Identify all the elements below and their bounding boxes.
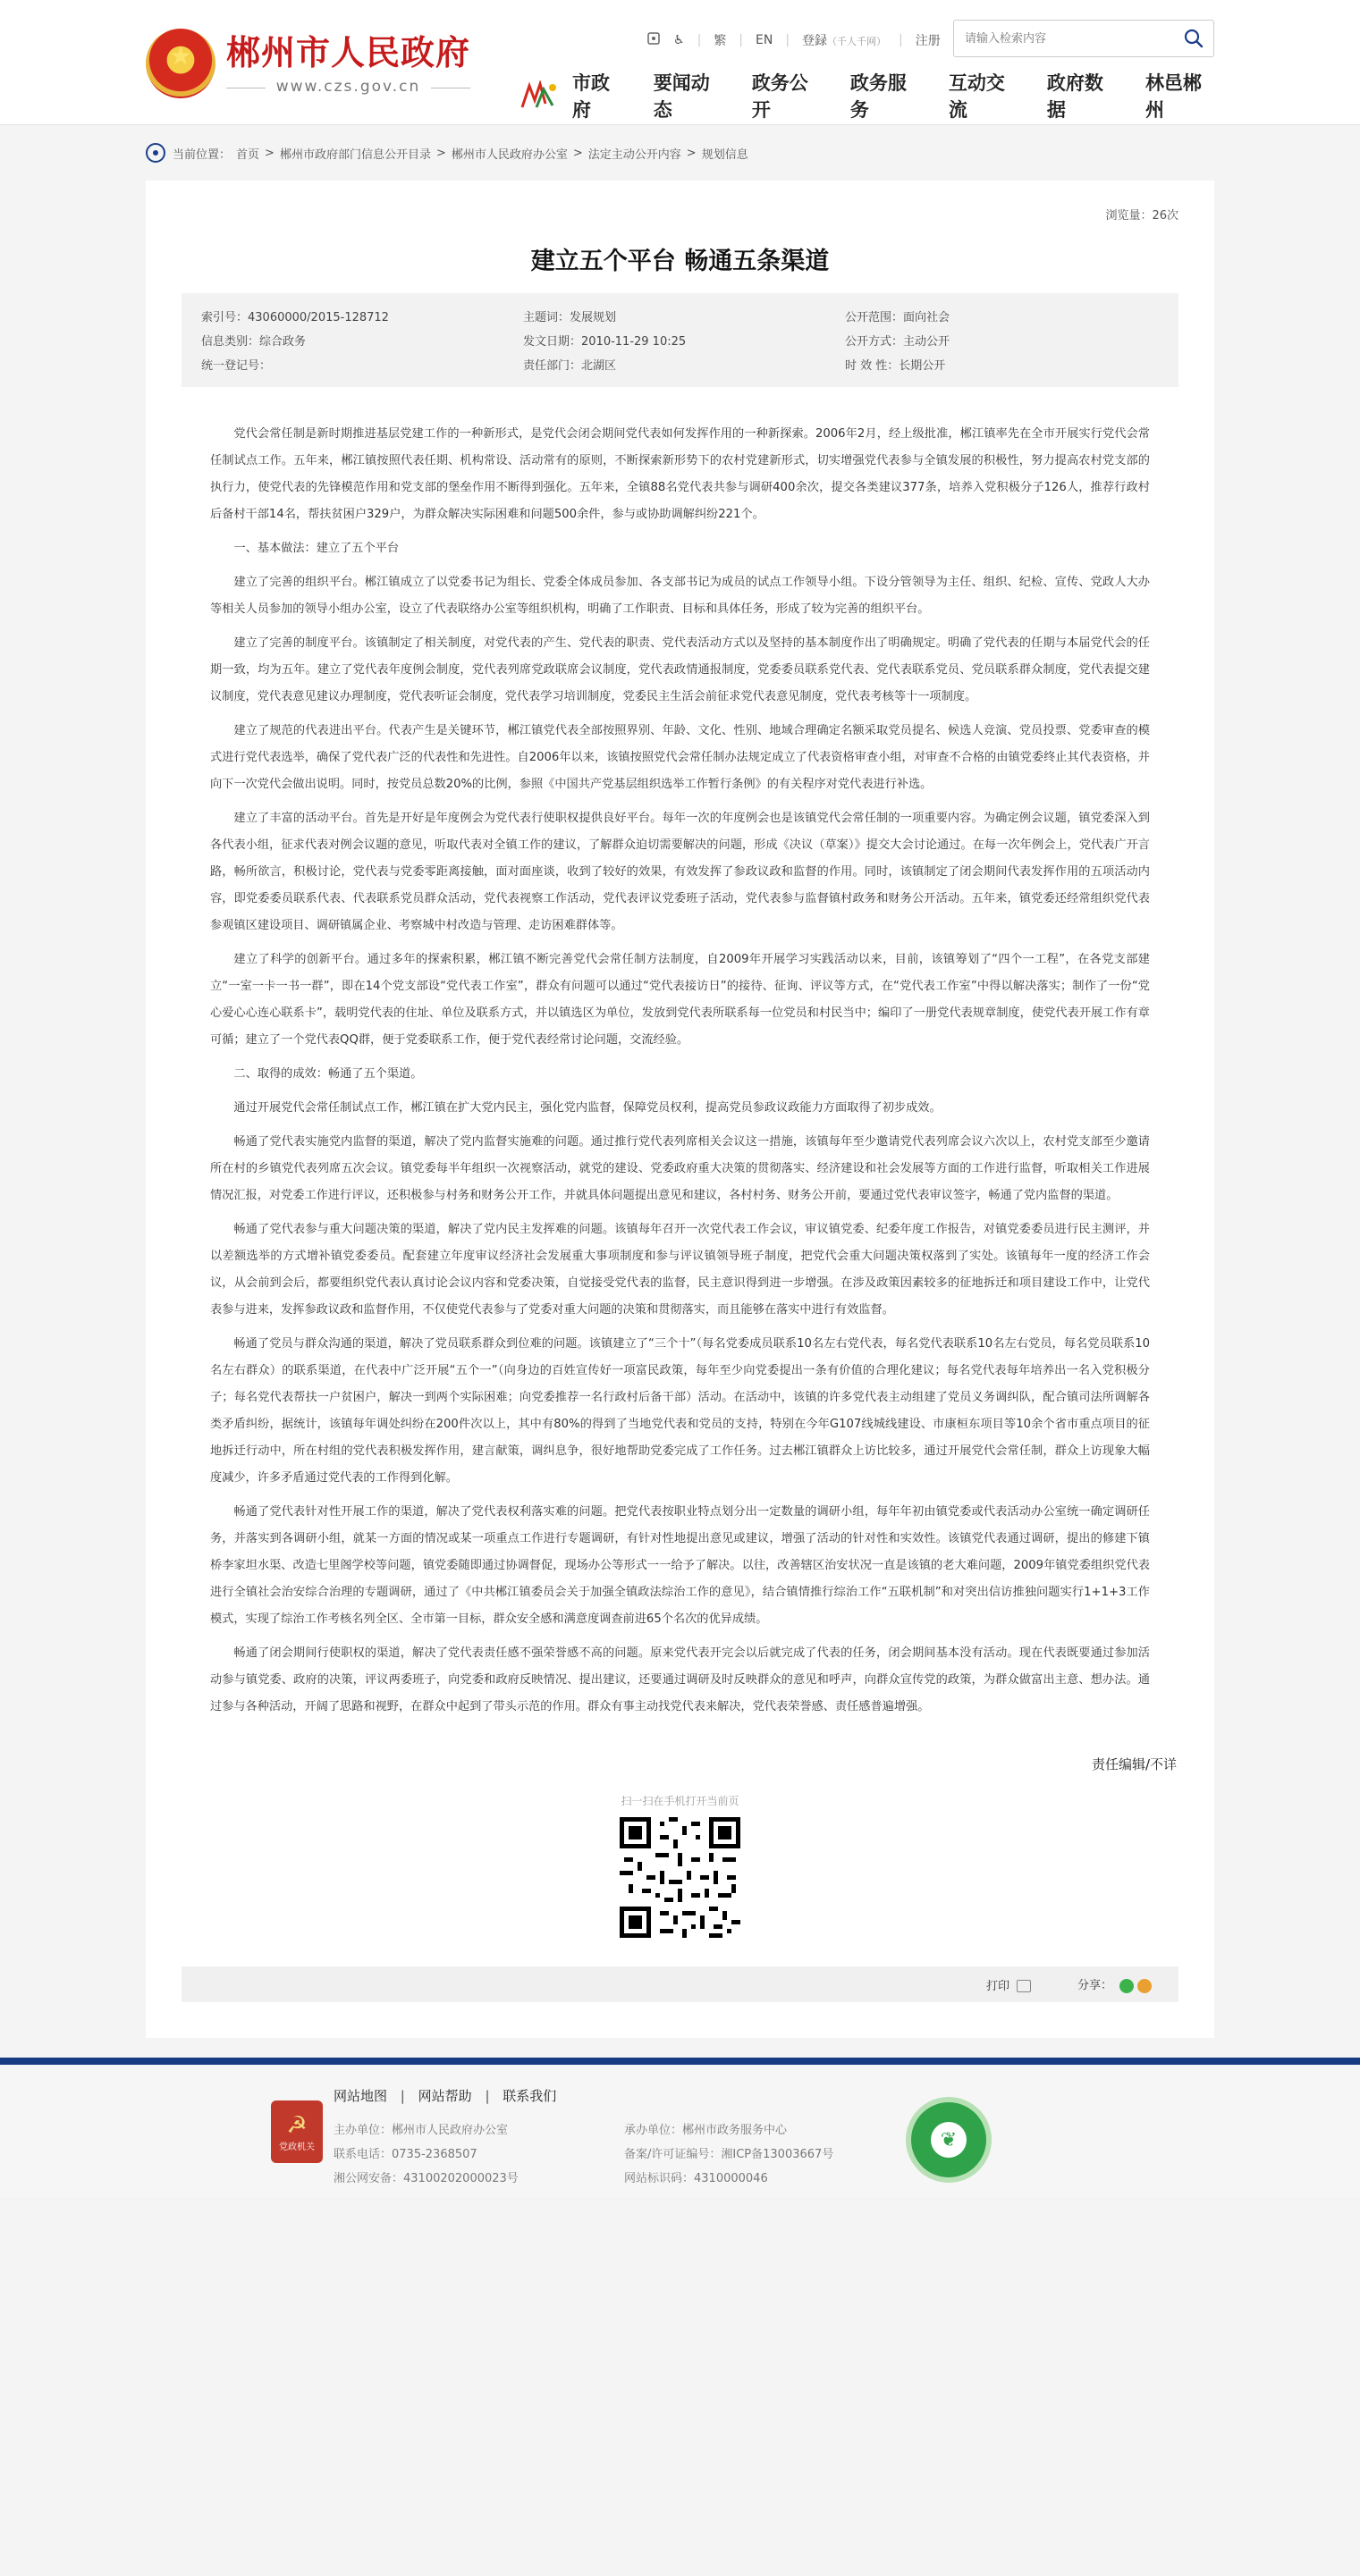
qr-section — [182, 1793, 1178, 1941]
breadcrumb-item[interactable]: 规划信息 — [701, 147, 748, 162]
divider: | — [899, 33, 903, 47]
weibo-icon[interactable] — [1137, 1979, 1152, 1993]
article-meta — [182, 293, 1178, 387]
breadcrumb-item[interactable]: 法定主动公开内容 — [587, 147, 681, 162]
paragraph: 畅通了党代表参与重大问题决策的渠道，解决了党内民主发挥难的问题。该镇每年召开一次党代表工作会议，审议镇党委、纪委年度工作报告，对镇党委委员进行民主测评，并以差额选举的方式增补镇党委委员。配套建立年度审议经济社会发展重大事项制度和参与评议镇领导班子制度，把党代会重大问题决策权落到了实处。该镇每年一度的经济工作会议，从会前到会后，都要组织党代表认真讨论会议内容和党委决策，自觉接受党代表的监督，民主意识得到进一步增强。在涉及政策因素较多的征地拆迁和项目建设工作中，让党代表参与进来，发挥参政议政和监督作用，不仅使党代表参与了党委对重大问题的决策和贯彻落实，而且能够在落实中进行有效监督。 — [210, 1223, 1150, 1317]
meta-date: 发文日期：2010-11-29 10:25 — [523, 335, 687, 349]
breadcrumb-separator: > — [686, 146, 697, 160]
paragraph: 畅通了党员与群众沟通的渠道，解决了党员联系群众到位难的问题。该镇建立了“三个十”（每名党委成员联系10名左右党代表，每名党代表联系10名左右党员，每名党员联系10名左右群众）的联系渠道，在代表中广泛开展“五个一”（向身边的百姓宣传好一项富民政策，每年至少向党委提出一条有价值的合理化建议；每名党代表每年培养出一名入党积极分子；每名党代表帮扶一户贫困户，解决一到两个实际困难；向党委推荐一名行政村后备干部）活动。在活动中，该镇的许多党代表主动组建了党员义务调纠队，配合镇司法所调解各类矛盾纠纷，据统计，该镇每年调处纠纷在200件次以上，其中有80%的得到了当地党代表和党员的支持，特别在今年G107线城线建设、市康桓东项目等10余个省市重点项目的征地拆迁行动中，所在村组的党代表积极发挥作用，建言献策，调纠息争，很好地帮助党委完成了工作任务。过去郴江镇群众上访比较多，通过开展党代会常任制，群众上访现象大幅度减少，许多矛盾通过党代表的工作得到化解。 — [210, 1337, 1150, 1485]
paragraph: 党代会常任制是新时期推进基层党建工作的一种新形式，是党代会闭会期间党代表如何发挥作用的一种新探索。2006年2月，经上级批准，郴江镇率先在全市开展实行党代会常任制试点工作。五年来，郴江镇按照代表任期、机构常设、活动常有的原则，不断探索新形势下的农村党建新形式，切实增强党代表参与全镇发展的积极性，努力提高农村党支部的执行力，使党代表的先锋模范作用和党支部的堡垒作用不断得到强化。五年来，全镇88名党代表共参与调研400余次，提交各类建议377条，培养入党积极分子126人，推荐行政村后备村干部14名，帮扶贫困户329户，为群众解决实际困难和问题500余件，参与或协助调解纠纷221个。 — [210, 427, 1150, 521]
footer-link-help[interactable]: 网站帮助 — [418, 2088, 472, 2104]
responsible-editor: 责任编辑/不详 — [1091, 1756, 1177, 1772]
nav-logo-icon — [517, 80, 560, 112]
view-count: 浏览量：26次 — [1105, 209, 1178, 223]
search-input[interactable] — [954, 21, 1174, 55]
location-pin-icon — [146, 143, 165, 163]
meta-index-number: 索引号：43060000/2015-128712 — [201, 311, 389, 324]
nav-item-open-gov[interactable]: 政务公开 — [751, 72, 808, 121]
breadcrumb-separator: > — [265, 146, 275, 160]
printer-icon — [1017, 1980, 1031, 1992]
site-header — [0, 0, 1360, 125]
paragraph: 畅通了党代表实施党内监督的渠道，解决了党内监督实施难的问题。通过推行党代表列席相关会议这一措施，该镇每年至少邀请党代表列席会议六次以上，农村党支部至少邀请所在村的乡镇党代表列席五次会议。镇党委每半年组织一次视察活动，就党的建设、党委政府重大决策的贯彻落实、经济建设和社会发展等方面的工作进行监督，听取相关工作进展情况汇报，对党委工作进行评议，还积极参与村务和财务公开工作，并就具体问题提出意见和建议，各村村务、财务公开前，要通过党代表审议签字，畅通了党内监督的渠道。 — [210, 1135, 1150, 1202]
nav-item-news[interactable]: 要闻动态 — [653, 72, 710, 121]
share-label: 分享： — [1077, 1979, 1112, 1993]
qr-caption: 扫一扫在手机打开当前页 — [621, 1795, 739, 1807]
footer-links — [334, 2086, 556, 2105]
paragraph: 畅通了党代表针对性开展工作的渠道，解决了党代表权利落实难的问题。把党代表按职业特点划分出一定数量的调研小组，每年年初由镇党委或代表活动办公室统一确定调研任务，并落实到各调研小组，就某一方面的情况或某一项重点工作进行专题调研，有针对性地提出意见或建议，增强了活动的针对性和实效性。该镇党代表通过调研，提出的修建下镇桥李家坦水渠、改造七里阁学校等问题，镇党委随即通过协调督促，现场办公等形式一一给予了解决。以往，改善辖区治安状况一直是该镇的老大难问题，2009年镇党委组织党代表进行全镇社会治安综合治理的专题调研，通过了《中共郴江镇委员会关于加强全镇政法综治工作的意见》，结合镇情推行综治工作“五联机制”和对突出信访推独问题实行1+1+3工作模式，实现了综治工作考核名列全区、全市第一目标，群众安全感和满意度调查前进65个名次的优异成绩。 — [210, 1505, 1150, 1626]
meta-validity: 时 效 性：长期公开 — [845, 359, 946, 373]
footer-sponsor: 主办单位：郴州市人民政府办公室 — [334, 2124, 509, 2137]
footer-info — [334, 2120, 857, 2185]
site-logo[interactable] — [146, 23, 470, 104]
paragraph: 建立了完善的组织平台。郴江镇成立了以党委书记为组长、党委全体成员参加、各支部书记为成员的试点工作领导小组。下设分管领导为主任、组织、纪检、宣传、党政人大办等相关人员参加的领导小组办公室，设立了代表联络办公室等组织机构，明确了工作职责、目标和具体任务，形成了较为完善的组织平台。 — [210, 576, 1150, 616]
meta-department: 责任部门：北湖区 — [523, 359, 617, 373]
divider: | — [400, 2088, 405, 2104]
meta-keywords: 主题词：发展规划 — [523, 311, 617, 324]
search-button[interactable] — [1174, 21, 1213, 56]
login-note: （千人千网） — [827, 36, 887, 47]
paragraph: 通过开展党代会常任制试点工作，郴江镇在扩大党内民主，强化党内监督，保障党员权利，提高党员参政议政能力方面取得了初步成效。 — [233, 1101, 942, 1115]
search-icon — [1183, 28, 1204, 49]
party-gov-emblem-icon: ☭ — [286, 2111, 308, 2139]
meta-method: 公开方式：主动公开 — [845, 335, 950, 349]
divider: | — [697, 33, 702, 47]
print-label: 打印 — [985, 1979, 1009, 1993]
section-heading: 二、取得的成效：畅通了五个渠道。 — [233, 1067, 423, 1081]
paragraph: 建立了科学的创新平台。通过多年的探索积累，郴江镇不断完善党代会常任制方法制度，自2009年开展学习实践活动以来，目前，该镇筹划了“四个一工程”，在各党支部建立“一室一卡一书一群”，即在14个党支部设“党代表工作室”，群众有问题可以通过“党代表接访日”的接待、征询、评议等方式，在“党代表工作室”中得以解决落实；制作了一份“党心爱心心连心联系卡”，载明党代表的住址、单位及联系方式，并以镇选区为单位，发放到党代表所联系每一位党员和村民当中；编印了一册党代表规章制度，使党代表开展工作有章可循；建立了一个党代表QQ群，便于党委联系工作，便于党代表经常讨论问题，交流经验。 — [210, 953, 1150, 1047]
footer-site-code: 网站标识码：4310000046 — [624, 2172, 768, 2185]
divider: | — [785, 33, 790, 47]
login-link[interactable] — [802, 31, 886, 49]
wechat-icon[interactable] — [1119, 1979, 1134, 1993]
party-gov-label: 党政机关 — [279, 2142, 315, 2152]
footer-link-contact[interactable]: 联系我们 — [503, 2088, 557, 2104]
paragraph: 建立了丰富的活动平台。首先是开好是年度例会为党代表行使职权提供良好平台。每年一次的年度例会也是该镇党代会常任制的一项重要内容。为确定例会议题，镇党委深入到各代表小组，征求代表对例会议题的意见，听取代表对全镇工作的建议，了解群众迫切需要解决的问题，形成《决议（草案）》提交大会讨论通过。在每一次年例会上，党代表广开言路，畅所欲言，积极讨论，党代表与党委零距离接触，面对面座谈，收到了较好的效果，有效发挥了参政议政和监督的作用。同时，该镇制定了闭会期间代表发挥作用的五项活动内容，即党委委员联系代表、代表联系党员群众活动，党代表视察工作活动，党代表评议党委班子活动，党代表参与监督镇村政务和财务公开活动。五年来，镇党委还经常组织党代表参观镇区建设项目、调研镇属企业、考察城中村改造与管理、走访困难群体等。 — [210, 812, 1150, 932]
qr-code-icon — [620, 1817, 740, 1938]
divider: | — [739, 33, 743, 47]
footer-icp[interactable]: 备案/许可证编号：湘ICP备13003667号 — [624, 2148, 834, 2161]
english-link[interactable]: EN — [756, 33, 773, 47]
share-bar — [182, 1966, 1178, 2002]
article-title: 建立五个平台 畅通五条渠道 — [530, 248, 830, 275]
breadcrumb-item[interactable]: 首页 — [236, 147, 260, 162]
site-title: 郴州市人民政府 — [226, 32, 471, 72]
party-gov-logo[interactable] — [271, 2100, 323, 2163]
divider: | — [485, 2088, 490, 2104]
share-group — [1077, 1975, 1152, 1993]
meta-category: 信息类别：综合政务 — [201, 335, 307, 349]
nav-item-city-gov[interactable]: 市政府 — [572, 72, 610, 121]
site-footer — [0, 2058, 1360, 2198]
paragraph: 畅通了闭会期间行使职权的渠道，解决了党代表责任感不强荣誉感不高的问题。原来党代表开完会以后就完成了代表的任务，闭会期间基本没有活动。现在代表既要通过参加活动参与镇党委、政府的决策，评议两委班子，向党委和政府反映情况、提出建议，还要通过调研及时反映群众的意见和呼声，向群众宣传党的政策，为群众做富出主意、想办法。通过参与各种活动，开阔了思路和视野，在群众中起到了带头示范的作用。群众有事主动找党代表来解决，党代表荣誉感、责任感普遍增强。 — [210, 1646, 1150, 1713]
elder-mode-icon[interactable] — [646, 31, 661, 49]
nav-item-data[interactable]: 政府数据 — [1046, 72, 1103, 121]
main-nav — [517, 72, 1214, 121]
accessible-site-badge[interactable] — [906, 2097, 992, 2183]
meta-registration: 统一登记号： — [201, 359, 272, 373]
breadcrumb-item[interactable]: 郴州市政府部门信息公开目录 — [279, 147, 431, 162]
nav-item-services[interactable]: 政务服务 — [849, 72, 907, 121]
footer-police-record[interactable]: 湘公网安备：43100202000023号 — [334, 2172, 519, 2185]
breadcrumb — [146, 125, 1214, 181]
footer-organizer: 承办单位：郴州市政务服务中心 — [624, 2124, 788, 2137]
register-link[interactable]: 注册 — [915, 34, 941, 48]
paragraph: 建立了完善的制度平台。该镇制定了相关制度，对党代表的产生、党代表的职责、党代表活动方式以及坚持的基本制度作出了明确规定。明确了党代表的任期与本届党代会的任期一致，均为五年。建立了党代表年度例会制度，党代表列席党政联席会议制度，党代表政情通报制度，党委委员联系党代表、党代表联系党员、党员联系群众制度，党代表提交建议制度，党代表意见建议办理制度，党代表听证会制度，党代表学习培训制度，党委民主生活会前征求党代表意见制度，党代表考核等十一项制度。 — [210, 636, 1150, 703]
footer-phone: 联系电话：0735-2368507 — [334, 2148, 477, 2161]
site-url: www.czs.gov.cn — [226, 78, 470, 96]
leaf-icon: ❦ — [931, 2122, 967, 2158]
accessibility-icon[interactable]: ♿ — [673, 33, 685, 47]
login-label: 登録 — [802, 34, 828, 48]
national-emblem-icon — [146, 29, 215, 98]
section-heading: 一、基本做法：建立了五个平台 — [233, 542, 400, 555]
article-body — [182, 421, 1178, 1721]
print-button[interactable] — [986, 1976, 1031, 1993]
paragraph: 建立了规范的代表进出平台。代表产生是关键环节，郴江镇党代表全部按照界别、年龄、文化、性别、地域合理确定名额采取党员提名、候选人竞演、党员投票、党委审查的模式进行党代表选举，确保了党代表广泛的代表性和先进性。自2006年以来，该镇按照党代会常任制办法规定成立了代表资格审查小组，对审查不合格的由镇党委终止其代表资格，并向下一次党代会做出说明。同时，按党员总数20%的比例，参照《中国共产党基层组织选举工作暂行条例》的有关程序对党代表进行补选。 — [210, 724, 1150, 791]
traditional-chinese-link[interactable]: 繁 — [714, 34, 727, 48]
breadcrumb-separator: > — [572, 146, 583, 160]
breadcrumb-item[interactable]: 郴州市人民政府办公室 — [451, 147, 568, 162]
breadcrumb-label: 当前位置： — [173, 147, 232, 162]
meta-scope: 公开范围：面向社会 — [845, 311, 950, 324]
breadcrumb-separator: > — [435, 146, 446, 160]
article-container — [146, 181, 1214, 2038]
search-box — [953, 20, 1214, 57]
utility-bar — [646, 27, 941, 54]
nav-item-interaction[interactable]: 互动交流 — [948, 72, 1005, 121]
nav-item-linyi[interactable]: 林邑郴州 — [1145, 72, 1202, 121]
footer-link-sitemap[interactable]: 网站地图 — [334, 2088, 388, 2104]
